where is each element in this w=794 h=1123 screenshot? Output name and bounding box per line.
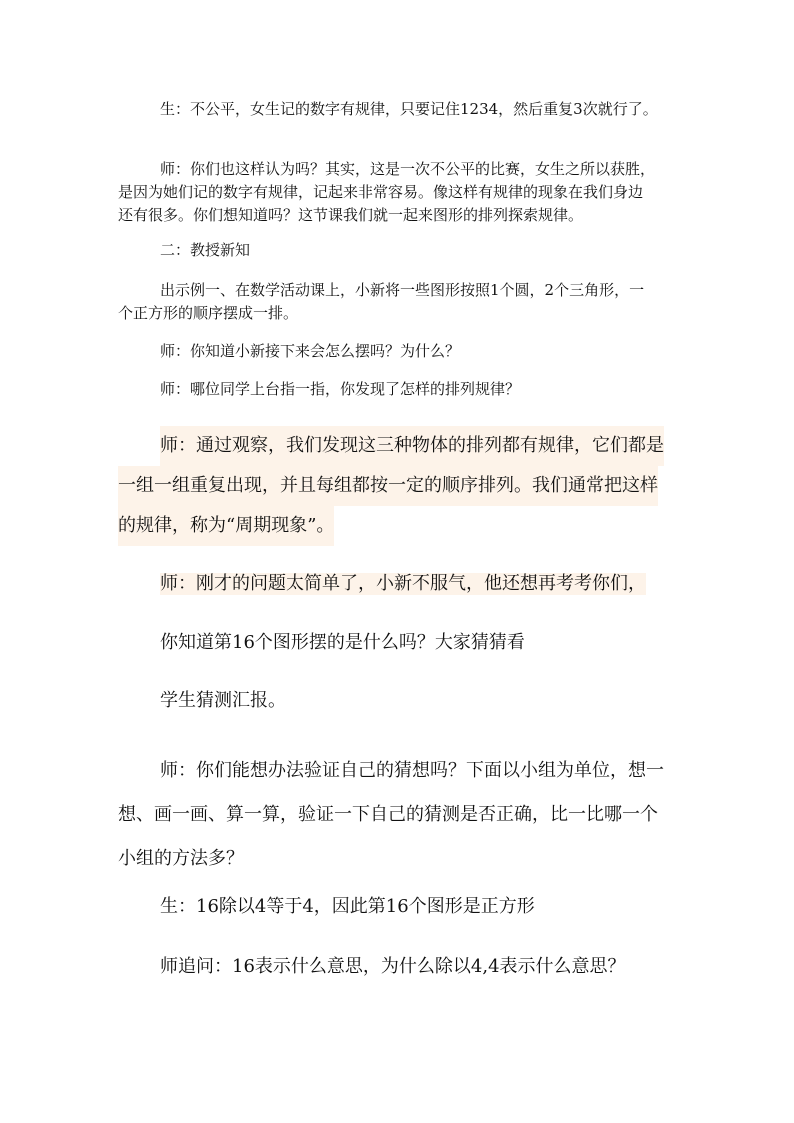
text-line: 小组的方法多？ [118,848,244,869]
paragraph-example-one [118,279,644,325]
highlighted-line: 一组一组重复出现，并且每组都按一定的顺序排列。我们通常把这样 [118,466,658,506]
text-line: 想、画一画、算一算，验证一下自己的猜测是否正确，比一比哪一个 [118,804,658,825]
paragraph-teacher-challenge: 师：刚才的问题太简单了，小新不服气，他还想再考考你们， [160,573,646,594]
paragraph-teacher-question-2: 师：哪位同学上台指一指，你发现了怎样的排列规律？ [160,380,521,398]
paragraph-sixteenth-shape-question: 你知道第16个图形摆的是什么吗？大家猜猜看 [160,632,525,653]
text-line: 个正方形的顺序摆成一排。 [118,304,299,322]
paragraph-teacher-intro [118,158,655,227]
text-line: 是因为她们记的数字有规律，记起来非常容易。像这样有规律的现象在我们身边 [118,183,644,201]
text-line: 师：你们能想办法验证自己的猜想吗？下面以小组为单位，想一 [160,760,664,781]
text-line: 出示例一、在数学活动课上，小新将一些图形按照1个圆，2个三角形，一 [160,281,645,299]
paragraph-teacher-follow-up: 师追问：16表示什么意思，为什么除以4,4表示什么意思？ [160,956,626,977]
paragraph-teacher-question-1: 师：你知道小新接下来会怎么摆吗？为什么？ [160,342,461,360]
highlighted-line: 的规律，称为“周期现象”。 [118,506,334,546]
highlighted-line: 师：通过观察，我们发现这三种物体的排列都有规律，它们都是 [160,426,664,466]
paragraph-verify-guess [118,749,664,881]
paragraph-periodic-phenomenon [118,426,664,546]
text-line: 还有很多。你们想知道吗？这节课我们就一起来图形的排列探索规律。 [118,206,584,224]
paragraph-student-answer-1: 生：不公平，女生记的数字有规律，只要记住1234，然后重复3次就行了。 [160,100,658,118]
text-line: 师：你们也这样认为吗？其实，这是一次不公平的比赛，女生之所以获胜， [160,160,656,178]
paragraph-student-answer-2: 生：16除以4等于4，因此第16个图形是正方形 [160,896,535,917]
paragraph-student-guess: 学生猜测汇报。 [160,690,286,711]
section-heading-new-knowledge: 二：教授新知 [160,241,251,259]
